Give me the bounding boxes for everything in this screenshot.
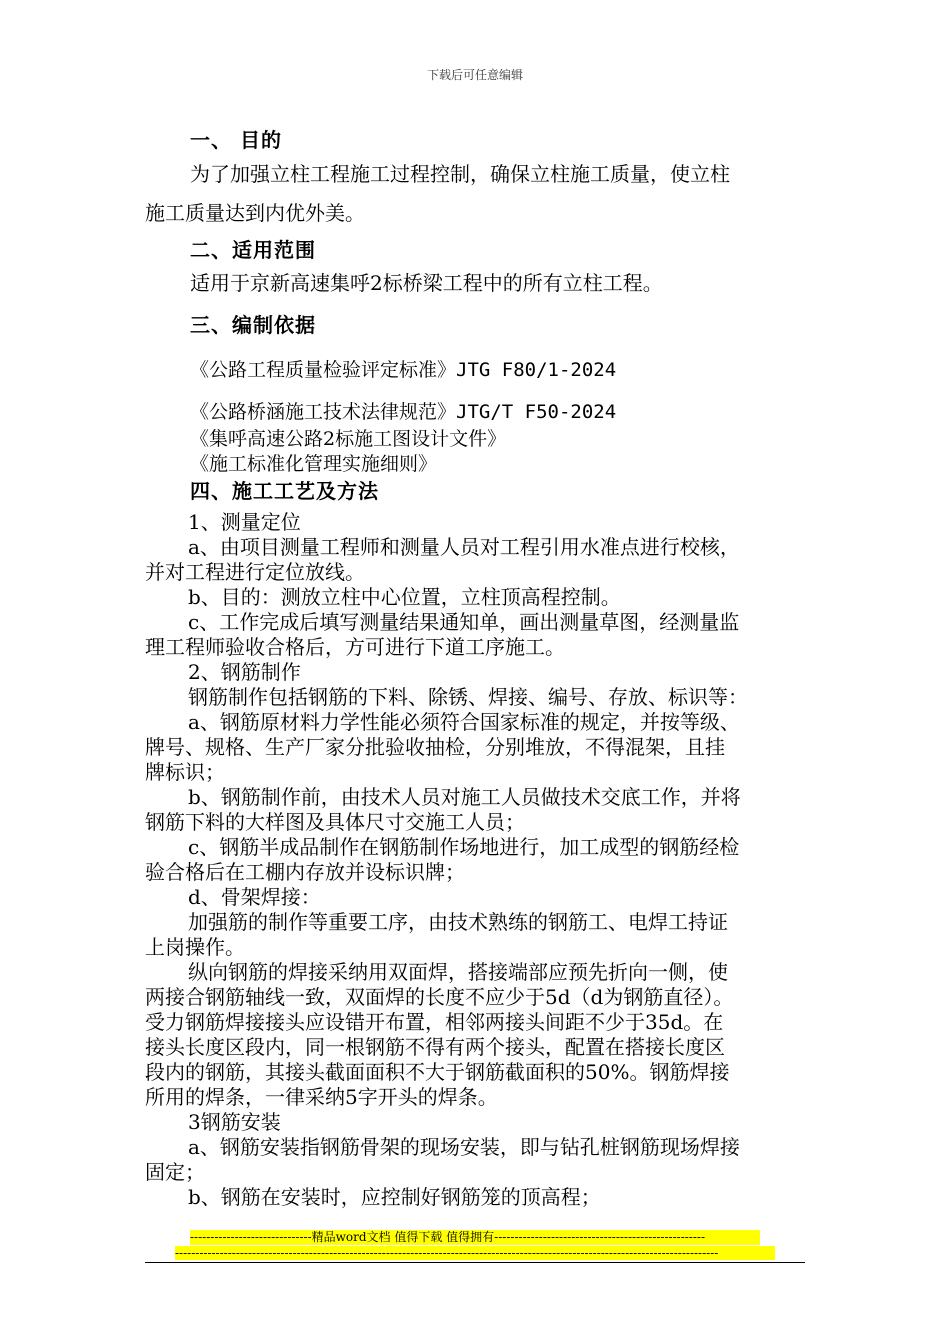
body-line: 接头长度区段内，同一根钢筋不得有两个接头，配置在搭接长度区 xyxy=(145,1035,725,1059)
body-line: 固定； xyxy=(145,1160,205,1184)
body-line: d、骨架焊接： xyxy=(188,885,321,909)
reference-2: 《公路桥涵施工技术法律规范》JTG/T F50-2024 xyxy=(190,401,617,423)
s1-paragraph-line-2: 施工质量达到内优外美。 xyxy=(145,201,365,225)
body-line: c、工作完成后填写测量结果通知单，画出测量草图，经测量监 xyxy=(188,610,740,634)
section-3-title: 三、编制依据 xyxy=(190,313,316,337)
body-line: 加强筋的制作等重要工序，由技术熟练的钢筋工、电焊工持证 xyxy=(188,910,728,934)
body-line: 2、钢筋制作 xyxy=(188,660,301,684)
body-line: a、钢筋原材料力学性能必须符合国家标准的规定，并按等级、 xyxy=(188,710,740,734)
body-line: 钢筋下料的大样图及具体尺寸交施工人员； xyxy=(145,810,525,834)
footer-rule xyxy=(145,1262,805,1263)
body-line: 3钢筋安装 xyxy=(188,1110,281,1134)
body-line: 牌标识； xyxy=(145,760,225,784)
page-header: 下载后可任意编辑 xyxy=(426,68,523,82)
body-line: b、目的：测放立柱中心位置，立柱顶高程控制。 xyxy=(188,585,621,609)
body-line: a、由项目测量工程师和测量人员对工程引用水准点进行校核， xyxy=(188,535,740,559)
reference-3: 《集呼高速公路2标施工图设计文件》 xyxy=(190,428,507,450)
body-line: 并对工程进行定位放线。 xyxy=(145,560,365,584)
body-line: 段内的钢筋，其接头截面面积不大于钢筋截面积的50%。钢筋焊接 xyxy=(145,1060,730,1084)
body-line: 两接合钢筋轴线一致，双面焊的长度不应少于5d（d为钢筋直径）。 xyxy=(145,985,734,1009)
section-4-title: 四、施工工艺及方法 xyxy=(190,479,379,503)
body-line: 所用的焊条，一律采纳5字开头的焊条。 xyxy=(145,1085,498,1109)
body-line: b、钢筋在安装时，应控制好钢筋笼的顶高程； xyxy=(188,1185,601,1209)
reference-1: 《公路工程质量检验评定标准》JTG F80/1-2024 xyxy=(190,359,617,381)
body-line: 理工程师验收合格后，方可进行下道工序施工。 xyxy=(145,635,565,659)
body-line: 纵向钢筋的焊接采纳用双面焊，搭接端部应预先折向一侧，使 xyxy=(188,960,728,984)
body-line: c、钢筋半成品制作在钢筋制作场地进行，加工成型的钢筋经检 xyxy=(188,835,740,859)
reference-4: 《施工标准化管理实施细则》 xyxy=(190,453,438,475)
footer-banner-line-2: -------------------------------------------------------------------------------------------------------------------------------------- xyxy=(175,1246,775,1260)
body-line: 1、测量定位 xyxy=(188,510,301,534)
section-1-title: 一、 目的 xyxy=(190,128,282,152)
body-line: 牌号、规格、生产厂家分批验收抽检，分别堆放，不得混架，且挂 xyxy=(145,735,725,759)
body-line: 钢筋制作包括钢筋的下料、除锈、焊接、编号、存放、标识等： xyxy=(188,685,748,709)
footer-banner-line-1: ------------------------------精品word文档 值得下载 值得拥有---------------------------------------------------- xyxy=(190,1230,760,1245)
body-line: b、钢筋制作前，由技术人员对施工人员做技术交底工作，并将 xyxy=(188,785,741,809)
body-line: 上岗操作。 xyxy=(145,935,245,959)
s2-paragraph: 适用于京新高速集呼2标桥梁工程中的所有立柱工程。 xyxy=(190,271,663,295)
body-line: 验合格后在工棚内存放并设标识牌； xyxy=(145,860,465,884)
body-line: a、钢筋安装指钢筋骨架的现场安装，即与钻孔桩钢筋现场焊接 xyxy=(188,1135,740,1159)
s1-paragraph-line-1: 为了加强立柱工程施工过程控制，确保立柱施工质量，使立柱 xyxy=(190,162,730,186)
body-line: 受力钢筋焊接接头应设错开布置，相邻两接头间距不少于35d。在 xyxy=(145,1010,724,1034)
section-2-title: 二、适用范围 xyxy=(190,238,316,262)
